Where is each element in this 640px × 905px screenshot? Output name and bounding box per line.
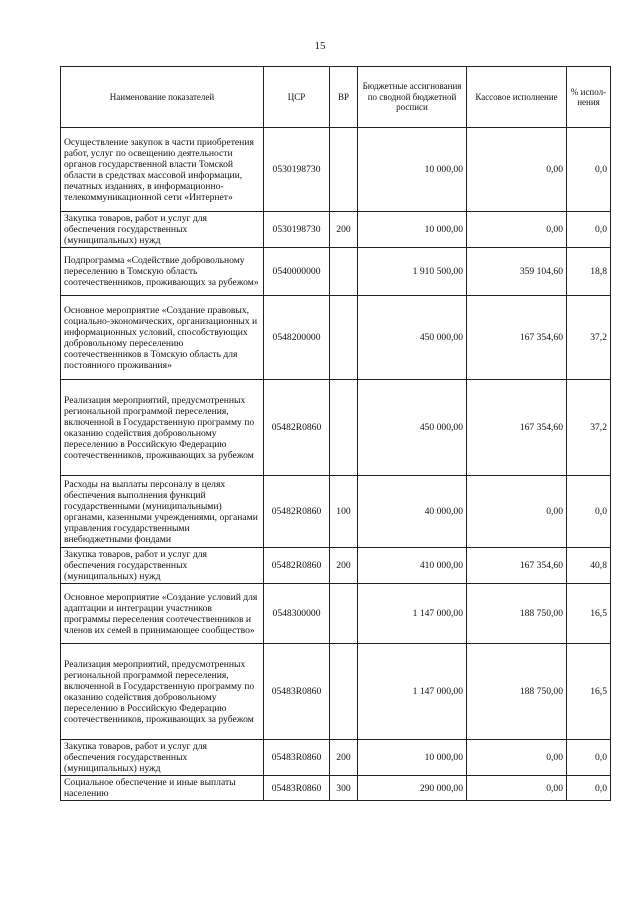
row-csr: 05483R0860 [264,776,330,801]
row-plan: 410 000,00 [358,548,467,584]
row-plan: 450 000,00 [358,380,467,476]
header-plan: Бюджетные ассигнования по сводной бюджетной росписи [358,67,467,128]
row-fact: 0,00 [467,776,567,801]
row-fact: 0,00 [467,740,567,776]
header-vr: ВР [330,67,358,128]
row-csr: 05482R0860 [264,476,330,548]
header-name: Наименование показателей [61,67,264,128]
row-vr: 100 [330,476,358,548]
row-name: Основное мероприятие «Создание правовых, социально-экономических, организационных и информационных условий, способствующих добровольному переселению соотечественников в Томскую область для постоянного проживания» [61,296,264,380]
row-pct: 37,2 [567,296,611,380]
row-pct: 0,0 [567,128,611,212]
row-vr [330,644,358,740]
table-row [61,776,611,801]
row-fact: 188 750,00 [467,644,567,740]
table-row [61,740,611,776]
row-name: Закупка товаров, работ и услуг для обеспечения государственных (муниципальных) нужд [61,548,264,584]
budget-table [60,66,611,801]
row-name: Закупка товаров, работ и услуг для обеспечения государственных (муниципальных) нужд [61,740,264,776]
table-row [61,128,611,212]
row-pct: 0,0 [567,740,611,776]
table-row [61,644,611,740]
row-pct: 0,0 [567,776,611,801]
row-pct: 0,0 [567,212,611,248]
row-plan: 1 147 000,00 [358,644,467,740]
row-fact: 188 750,00 [467,584,567,644]
row-csr: 0548200000 [264,296,330,380]
row-vr [330,584,358,644]
row-vr: 200 [330,740,358,776]
row-plan: 40 000,00 [358,476,467,548]
header-csr: ЦСР [264,67,330,128]
row-plan: 10 000,00 [358,128,467,212]
row-plan: 10 000,00 [358,212,467,248]
row-csr: 0530198730 [264,128,330,212]
row-pct: 37,2 [567,380,611,476]
row-pct: 16,5 [567,644,611,740]
table-row [61,476,611,548]
row-name: Основное мероприятие «Создание условий для адаптации и интеграции участников программы переселения соотечественников и членов их семей в принимающее сообщество» [61,584,264,644]
row-pct: 40,8 [567,548,611,584]
row-name: Реализация мероприятий, предусмотренных региональной программой переселения, включенной в Государственную программу по оказанию содействия добровольному переселению в Российскую Федерацию соотечественников, проживающих за рубежом [61,380,264,476]
row-vr [330,296,358,380]
row-plan: 1 147 000,00 [358,584,467,644]
row-vr [330,380,358,476]
table-header-row [61,67,611,128]
header-pct: % испол-нения [567,67,611,128]
row-name: Реализация мероприятий, предусмотренных региональной программой переселения, включенной в Государственную программу по оказанию содействия добровольному переселению в Российскую Федерацию соотечественников, проживающих за рубежом [61,644,264,740]
row-name: Закупка товаров, работ и услуг для обеспечения государственных (муниципальных) нужд [61,212,264,248]
table-row [61,584,611,644]
row-fact: 167 354,60 [467,296,567,380]
table-row [61,380,611,476]
row-plan: 450 000,00 [358,296,467,380]
row-pct: 16,5 [567,584,611,644]
row-vr: 300 [330,776,358,801]
table-row [61,548,611,584]
row-csr: 0530198730 [264,212,330,248]
row-plan: 1 910 500,00 [358,248,467,296]
table-row [61,248,611,296]
row-vr: 200 [330,212,358,248]
row-pct: 0,0 [567,476,611,548]
row-fact: 0,00 [467,128,567,212]
row-fact: 359 104,60 [467,248,567,296]
row-fact: 0,00 [467,212,567,248]
row-name: Расходы на выплаты персоналу в целях обеспечения выполнения функций государственными (муниципальными) органами, казенными учреждениями, органами управления государственными внебюджетными фондами [61,476,264,548]
header-fact: Кассовое исполнение [467,67,567,128]
table-row [61,212,611,248]
row-name: Социальное обеспечение и иные выплаты населению [61,776,264,801]
row-csr: 05483R0860 [264,644,330,740]
row-plan: 10 000,00 [358,740,467,776]
table-row [61,296,611,380]
row-vr [330,128,358,212]
row-csr: 0540000000 [264,248,330,296]
row-csr: 05482R0860 [264,548,330,584]
row-vr: 200 [330,548,358,584]
row-fact: 167 354,60 [467,380,567,476]
row-csr: 05483R0860 [264,740,330,776]
row-csr: 0548300000 [264,584,330,644]
row-plan: 290 000,00 [358,776,467,801]
row-fact: 0,00 [467,476,567,548]
row-name: Осуществление закупок в части приобретения работ, услуг по освещению деятельности органов государственной власти Томской области в средствах массовой информации, печатных изданиях, в информационно-телекоммуникационной сети «Интернет» [61,128,264,212]
row-name: Подпрограмма «Содействие добровольному переселению в Томскую область соотечественников, проживающих за рубежом» [61,248,264,296]
row-pct: 18,8 [567,248,611,296]
row-fact: 167 354,60 [467,548,567,584]
page-number: 15 [314,40,326,52]
row-csr: 05482R0860 [264,380,330,476]
row-vr [330,248,358,296]
